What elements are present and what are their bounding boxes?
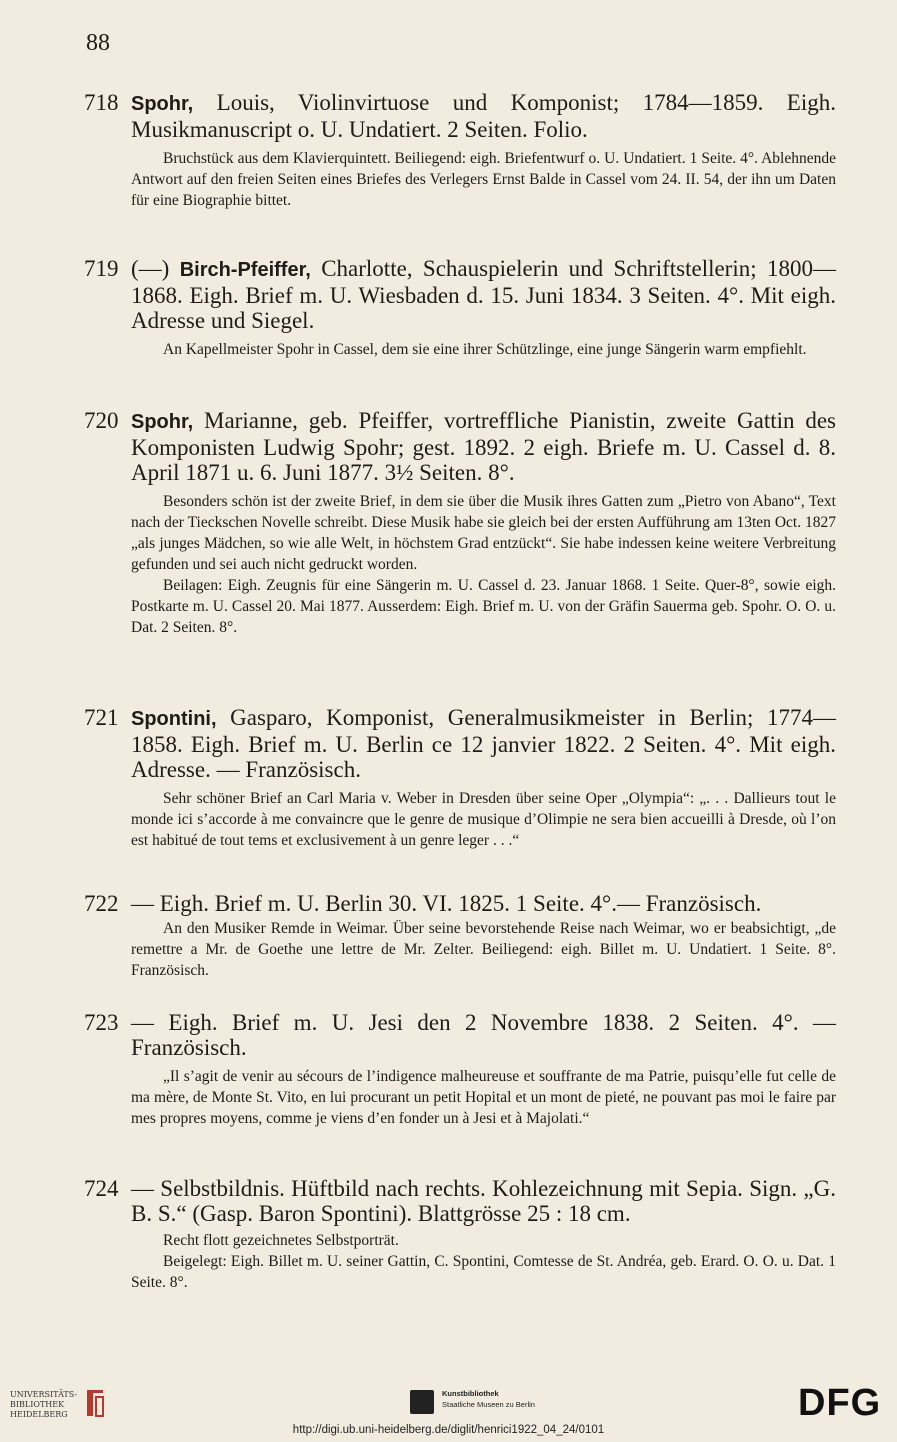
entry-number: 724 xyxy=(84,1176,119,1201)
entry-name: Spohr, xyxy=(131,93,194,115)
entry-prefix: (—) xyxy=(131,256,180,281)
entry-number: 723 xyxy=(84,1010,119,1035)
catalog-entry-722 xyxy=(84,891,836,981)
entry-number: 719 xyxy=(84,256,119,281)
kb-subtitle: Staatliche Museen zu Berlin xyxy=(442,1400,535,1409)
university-library-logo xyxy=(10,1390,77,1420)
entry-heading xyxy=(131,705,836,782)
entry-description-supplement: Beigelegt: Eigh. Billet m. U. seiner Gattin, C. Spontini, Comtesse de St. Andréa, geb. Erard. O. O. u. Dat. 1 Seite. 8°. xyxy=(131,1253,836,1291)
entry-name: Birch-Pfeiffer, xyxy=(179,259,311,281)
catalog-entry-719 xyxy=(84,256,836,360)
entry-heading: — Eigh. Brief m. U. Berlin 30. VI. 1825. 1 Seite. 4°.— Französisch. xyxy=(131,891,762,916)
digitization-footer xyxy=(0,1380,897,1442)
entry-heading-text: Charlotte, Schauspielerin und Schriftstellerin; 1800—1868. Eigh. Brief m. U. Wiesbaden d. 15. Juni 1834. 3 Seiten. 4°. Mit eigh. Adresse und Siegel. xyxy=(131,256,836,333)
page-number: 88 xyxy=(86,30,110,56)
entry-name: Spohr, xyxy=(131,411,194,433)
dfg-logo: DFG xyxy=(798,1382,882,1424)
entry-number: 722 xyxy=(84,891,119,916)
university-seal-icon xyxy=(84,1388,106,1418)
entry-heading xyxy=(131,256,836,333)
entry-description: An den Musiker Remde in Weimar. Über seine bevorstehende Reise nach Weimar, wo er beabsichtigt, „de remettre a Mr. de Goethe une lettre de Mr. Zelter. Beiliegend: eigh. Billet m. U. Undatiert. 1 Seite. 8°. Französisch. xyxy=(131,920,836,979)
entry-description: Sehr schöner Brief an Carl Maria v. Weber in Dresden über seine Oper „Olympia“: „. . . Dallieurs tout le monde ici s’accorde à me convaincre que le genre de musique d’Olimpie ne sera bien accueilli à Dresde, où l’on est habitué de tout tems et exclusivement à un genre leger . . .“ xyxy=(131,790,836,849)
entry-heading-text: Gasparo, Komponist, Generalmusikmeister in Berlin; 1774—1858. Eigh. Brief m. U. Berlin ce 12 janvier 1822. 2 Seiten. 4°. Mit eigh. Adresse. — Französisch. xyxy=(131,705,836,782)
kunstbibliothek-label xyxy=(442,1388,535,1410)
entry-heading: — Selbstbildnis. Hüftbild nach rechts. Kohlezeichnung mit Sepia. Sign. „G. B. S.“ (Gasp. Baron Spontini). Blattgrösse 25 : 18 cm. xyxy=(131,1176,836,1226)
uni-logo-line: BIBLIOTHEK xyxy=(10,1400,65,1409)
kb-title: Kunstbibliothek xyxy=(442,1389,499,1398)
entry-description: Bruchstück aus dem Klavierquintett. Beiliegend: eigh. Briefentwurf o. U. Undatiert. 1 Seite. 4°. Ablehnende Antwort auf den freien Seiten eines Briefes des Verlegers Ernst Balde in Cassel vom 24. II. 54, der ihn um Daten für eine Biographie bittet. xyxy=(131,150,836,209)
uni-logo-line: UNIVERSITÄTS- xyxy=(10,1390,78,1399)
catalog-entry-724 xyxy=(84,1176,836,1293)
entry-heading: — Eigh. Brief m. U. Jesi den 2 Novembre 1838. 2 Seiten. 4°. — Französisch. xyxy=(131,1010,836,1060)
entry-heading-text: Marianne, geb. Pfeiffer, vortreffliche Pianistin, zweite Gattin des Komponisten Ludwig Spohr; gest. 1892. 2 eigh. Briefe m. U. Cassel d. 8. April 1871 u. 6. Juni 1877. 3½ Seiten. 8°. xyxy=(131,408,836,485)
entry-number: 720 xyxy=(84,408,119,433)
entry-number: 721 xyxy=(84,705,119,730)
entry-description: „Il s’agit de venir au sécours de l’indigence malheureuse et souffrante de ma Patrie, puisqu’elle fut celle de ma mère, de Monte St. Vito, en lui procurant un petit Hopital et un mont de pieté, ne pouvant pas moi le faire par mes propres moyens, comme je viens d’en fonder un à Jesi et à Majolati.“ xyxy=(131,1068,836,1127)
kunstbibliothek-logo-icon xyxy=(410,1390,434,1414)
entry-name: Spontini, xyxy=(131,708,217,730)
catalog-entry-720 xyxy=(84,408,836,638)
entry-description-supplement: Beilagen: Eigh. Zeugnis für eine Sängerin m. U. Cassel d. 23. Januar 1868. 1 Seite. Quer-8°, sowie eigh. Postkarte m. U. Cassel 20. Mai 1877. Ausserdem: Eigh. Brief m. U. von der Gräfin Sauerma geb. Spohr. O. O. u. Dat. 2 Seiten. 8°. xyxy=(131,577,836,636)
entry-description: Recht flott gezeichnetes Selbstporträt. xyxy=(163,1232,399,1249)
catalog-entry-721 xyxy=(84,705,836,851)
permalink-url[interactable]: http://digi.ub.uni-heidelberg.de/diglit/henrici1922_04_24/0101 xyxy=(292,1424,605,1436)
catalog-entry-718 xyxy=(84,90,836,211)
entry-heading-text: Louis, Violinvirtuose und Komponist; 1784—1859. Eigh. Musikmanuscript o. U. Undatiert. 2 Seiten. Folio. xyxy=(131,90,836,142)
entry-heading xyxy=(131,408,836,485)
entry-description: Besonders schön ist der zweite Brief, in dem sie über die Musik ihres Gatten zum „Pietro von Abano“, Text nach der Tieckschen Novelle schreibt. Diese Musik habe sie gleich bei der ersten Aufführung am 13ten Oct. 1827 „als junges Mädchen, so wie alle Welt, in höchstem Grad entzückt“. Sie habe indessen keine weitere Verbreitung gefunden und sei auch nicht gedruckt worden. xyxy=(131,493,836,573)
uni-logo-line: HEIDELBERG xyxy=(10,1410,68,1419)
entry-number: 718 xyxy=(84,90,119,115)
entry-heading xyxy=(131,90,836,142)
catalog-entry-723 xyxy=(84,1010,836,1129)
entry-description: An Kapellmeister Spohr in Cassel, dem sie eine ihrer Schützlinge, eine junge Sängerin warm empfiehlt. xyxy=(163,341,807,358)
